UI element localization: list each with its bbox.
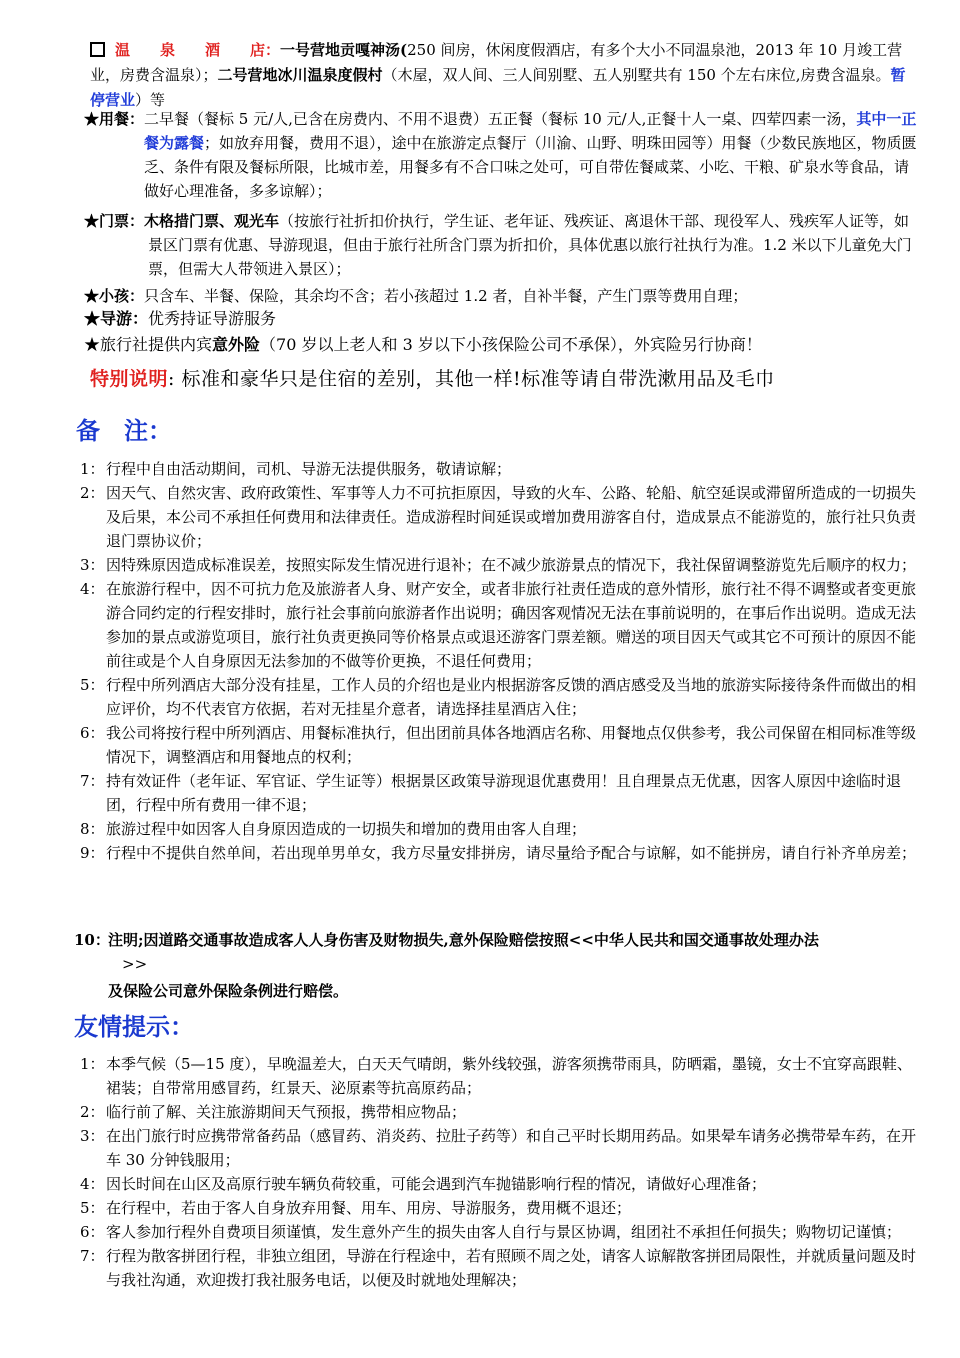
- note-text: 行程中不提供自然单间，若出现单男单女，我方尽量安排拼房，请尽量给予配合与谅解，如不能拼房，请自行补齐单房差；: [106, 844, 917, 862]
- note-10-line3: 及保险公司意外保险条例进行赔偿。: [108, 982, 349, 1000]
- hotel-section: [90, 38, 920, 113]
- insurance-accident: 意外险: [212, 335, 261, 354]
- note-text: 行程中所列酒店大部分没有挂星，工作人员的介绍也是业内根据游客反馈的酒店感受及当地的旅游实际接待条件而做出的相应评价，均不代表官方依据，若对无挂星介意者，请选择挂星酒店入住；: [106, 676, 917, 718]
- tip-item-2: [80, 1100, 920, 1124]
- hotel-label: 温 泉 酒 店：: [115, 41, 281, 59]
- note-item-1: [80, 457, 920, 481]
- tip-number: 2：: [80, 1103, 105, 1121]
- note-10: [74, 928, 920, 1003]
- child-label: ★小孩：: [84, 287, 145, 305]
- hotel-camp1-desc: 250 间房，休闲度假酒店，有多个大小不同温泉池，2013 年 10 月竣工营业，房费含温泉）；: [90, 41, 903, 84]
- note-text: 在旅游行程中，因不可抗力危及旅游者人身、财产安全，或者非旅行社责任造成的意外情形，旅行社不得不调整或者变更旅游合同约定的行程安排时，旅行社会事前向旅游者作出说明；确因客观情况无法在事前说明的，在事后作出说明。造成无法参加的景点或游览项目，旅行社负责更换同等价格景点或退还游客门票差额。赠送的项目因天气或其它不可预计的原因不能前往或是个人自身原因无法参加的不做等价更换，不退任何费用；: [106, 580, 917, 670]
- note-item-6: [80, 721, 920, 769]
- note-item-7: [80, 769, 920, 817]
- note-number: 6：: [80, 724, 105, 742]
- tip-number: 3：: [80, 1127, 105, 1145]
- tip-text: 行程为散客拼团行程，非独立组团，导游在行程途中，若有照顾不周之处，请客人谅解散客拼团局限性，并就质量问题及时与我社沟通，欢迎拨打我社服务电话，以便及时就地处理解决；: [106, 1247, 917, 1289]
- note-number: 7：: [80, 772, 105, 790]
- tip-text: 因长时间在山区及高原行驶车辆负荷较重，可能会遇到汽车抛锚影响行程的情况，请做好心理准备；: [106, 1175, 767, 1193]
- note-number: 4：: [80, 580, 105, 598]
- hotel-camp2-desc: （木屋，双人间、三人间别墅、五人别墅共有 150 个左右床位,房费含温泉。: [382, 66, 891, 84]
- meal-text2: ；如放弃用餐，费用不退），途中在旅游定点餐厅（川渝、山野、明珠田园等）用餐（少数民族地区，物质匮乏、条件有限及餐标所限，比城市差，用餐多有不合口味之处可，可自带佐餐咸菜、小吃、干粮、矿泉水等食品，请做好心理准备，多多谅解）；: [144, 134, 917, 200]
- tip-item-3: [80, 1124, 920, 1172]
- guide-text: 优秀持证导游服务: [148, 309, 277, 328]
- meal-text1: 二早餐（餐标 5 元/人,已含在房费内、不用不退费）五正餐（餐标 10 元/人,正餐十人一桌、四荤四素一汤，: [144, 110, 857, 128]
- hotel-camp1: 一号营地贡嘎神汤(: [280, 41, 408, 59]
- meal-label: ★用餐：: [84, 110, 145, 128]
- hotel-camp2: 二号营地冰川温泉度假村: [217, 66, 383, 84]
- note-number: 5：: [80, 676, 105, 694]
- tip-text: 本季气候（5—15 度），早晚温差大，白天天气晴朗，紫外线较强，游客须携带雨具，防晒霜，墨镜，女士不宜穿高跟鞋、裙装；自带常用感冒药，红景天、泌原素等抗高原药品；: [106, 1055, 912, 1097]
- tips-heading: 友情提示：: [74, 1012, 194, 1041]
- tip-number: 4：: [80, 1175, 105, 1193]
- note-number: 8：: [80, 820, 105, 838]
- note-text: 行程中自由活动期间，司机、导游无法提供服务，敬请谅解；: [106, 460, 512, 478]
- insurance-text2: （70 岁以上老人和 3 岁以下小孩保险公司不承保），外宾险另行协商！: [260, 335, 762, 354]
- meal-section: [84, 107, 920, 203]
- special-note: [90, 365, 775, 393]
- tip-item-1: [80, 1052, 920, 1100]
- hotel-tail: ）等: [135, 91, 166, 109]
- guide-section: [84, 307, 920, 331]
- notes-list: [80, 457, 920, 865]
- note-number: 1：: [80, 460, 105, 478]
- notes-heading: 备 注：: [76, 416, 172, 445]
- insurance-text1: ★旅行社提供内宾: [84, 335, 213, 354]
- note-item-2: [80, 481, 920, 553]
- ticket-label: ★门票：: [84, 212, 145, 230]
- note-text: 因天气、自然灾害、政府政策性、军事等人力不可抗拒原因，导致的火车、公路、轮船、航空延误或滞留所造成的一切损失及后果，本公司不承担任何费用和法律责任。造成游程时间延误或增加费用游客自付，造成景点不能游览的，旅行社只负责退门票协议价；: [106, 484, 917, 550]
- checkbox-icon[interactable]: [90, 42, 105, 57]
- tip-number: 6：: [80, 1223, 105, 1241]
- note-item-3: [80, 553, 920, 577]
- special-text: : 标准和豪华只是住宿的差别，其他一样!标准等请自带洗漱用品及毛巾: [168, 368, 775, 390]
- tip-number: 1：: [80, 1055, 105, 1073]
- note-10-line1: 10：注明;因道路交通事故造成客人人身伤害及财物损失,意外保险赔偿按照<<中华人民共和国交通事故处理办法: [74, 928, 920, 952]
- special-label: 特别说明: [90, 368, 169, 390]
- tips-list: [80, 1052, 920, 1292]
- tip-text: 客人参加行程外自费项目须谨慎，发生意外产生的损失由客人自行与景区协调，组团社不承担任何损失；购物切记谨慎；: [106, 1223, 902, 1241]
- tip-text: 临行前了解、关注旅游期间天气预报，携带相应物品；: [106, 1103, 467, 1121]
- note-number: 3：: [80, 556, 105, 574]
- note-text: 因特殊原因造成标准误差，按照实际发生情况进行退补；在不减少旅游景点的情况下，我社保留调整游览先后顺序的权力；: [106, 556, 917, 574]
- note-item-9: [80, 841, 920, 865]
- note-number: 2：: [80, 484, 105, 502]
- note-10-number: 10：: [74, 931, 110, 949]
- ticket-section: [84, 209, 920, 281]
- note-item-4: [80, 577, 920, 673]
- guide-label: ★导游：: [84, 309, 149, 328]
- note-text: 我公司将按行程中所列酒店、用餐标准执行，但出团前具体各地酒店名称、用餐地点仅供参考，我公司保留在相同标准等级情况下，调整酒店和用餐地点的权利；: [106, 724, 917, 766]
- tip-item-4: [80, 1172, 920, 1196]
- tip-text: 在行程中，若由于客人自身放弃用餐、用车、用房、导游服务，费用概不退还；: [106, 1199, 632, 1217]
- tip-text: 在出门旅行时应携带常备药品（感冒药、消炎药、拉肚子药等）和自己平时长期用药品。如果晕车请务必携带晕车药，在开车 30 分钟钱服用；: [106, 1127, 917, 1169]
- tip-number: 7：: [80, 1247, 105, 1265]
- tip-item-5: [80, 1196, 920, 1220]
- child-section: [84, 284, 920, 308]
- tip-item-6: [80, 1220, 920, 1244]
- tip-item-7: [80, 1244, 920, 1292]
- note-number: 9：: [80, 844, 105, 862]
- hotel-suspended: 暂停营业: [90, 66, 906, 109]
- insurance-section: [84, 333, 920, 357]
- child-text: 只含车、半餐、保险，其余均不含；若小孩超过 1.2 者，自补半餐，产生门票等费用自理；: [144, 287, 748, 305]
- note-item-8: [80, 817, 920, 841]
- meal-outdoor: 其中一正餐为露餐: [144, 110, 917, 152]
- note-item-5: [80, 673, 920, 721]
- note-text: 旅游过程中如因客人自身原因造成的一切损失和增加的费用由客人自理；: [106, 820, 587, 838]
- tip-number: 5：: [80, 1199, 105, 1217]
- note-text: 持有效证件（老年证、军官证、学生证等）根据景区政策导游现退优惠费用！且自理景点无优惠，因客人原因中途临时退团，行程中所有费用一律不退；: [106, 772, 902, 814]
- ticket-items: 木格措门票、观光车: [144, 212, 280, 230]
- note-10-line2: >>: [122, 955, 148, 973]
- ticket-text: （按旅行社折扣价执行，学生证、老年证、残疾证、离退休干部、现役军人、残疾军人证等，如景区门票有优惠、导游现退，但由于旅行社所含门票为折扣价，具体优惠以旅行社执行为准。1.2 米以下儿童免大门票，但需大人带领进入景区）；: [148, 212, 912, 278]
